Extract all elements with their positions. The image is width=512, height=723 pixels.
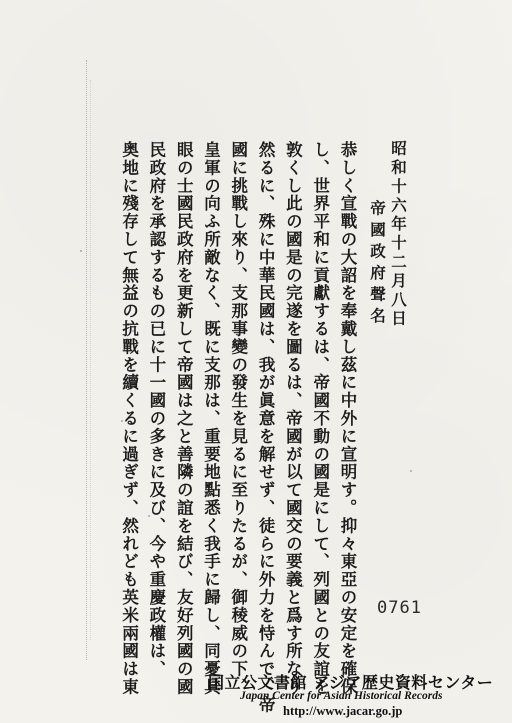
- body-column: 國に挑戰し來り、支那事變の發生を見るに至りたるが、御稜威の下、: [228, 141, 248, 696]
- scan-speck: [80, 250, 82, 252]
- body-column: し、世界平和に貢獻するは、帝國不動の國是にして、列國との友誼を: [310, 141, 330, 696]
- scan-speck: [302, 585, 304, 587]
- scan-speck: [148, 515, 150, 517]
- archive-url: http://www.jacar.go.jp: [283, 704, 403, 718]
- body-column: 奥地に殘存して無益の抗戰を續くるに過ぎず、然れども英米兩國は東: [119, 141, 139, 696]
- body-column: 皇軍の向ふ所敵なく、既に支那は、重要地點悉く我手に歸し、同憂具: [201, 141, 221, 696]
- body-column: 然るに、殊に中華民國は、我が眞意を解せず、徒らに外力を恃んで、帝: [256, 141, 276, 714]
- body-column: 敦くし此の國是の完遂を圖るは、帝國が以て國交の要義と爲す所なり: [283, 141, 303, 696]
- issuer-line: 帝國政府聲名: [368, 200, 387, 329]
- body-column: 恭しく宣戰の大詔を奉戴し茲に中外に宣明す。抑々東亞の安定を確保: [338, 141, 357, 696]
- body-column: 民政府を承認するもの已に十一國の多きに及び、今や重慶政權は、: [146, 141, 166, 678]
- fold-line-faint: [90, 80, 92, 640]
- date-line: 昭和十六年十二月八日: [389, 140, 408, 329]
- body-column: 眼の士國民政府を更新して帝國は之と善隣の誼を結び、友好列國の國: [174, 141, 194, 696]
- fold-line: [86, 60, 88, 660]
- archive-name-en: Japan Center for Asian Historical Records: [240, 690, 443, 702]
- scan-speck: [410, 470, 412, 472]
- archive-name: 国立公文書館 アジア歴史資料センター: [208, 673, 494, 692]
- page-number: 0761: [377, 598, 422, 618]
- scan-speck: [132, 330, 134, 332]
- scan-speck: [121, 420, 123, 422]
